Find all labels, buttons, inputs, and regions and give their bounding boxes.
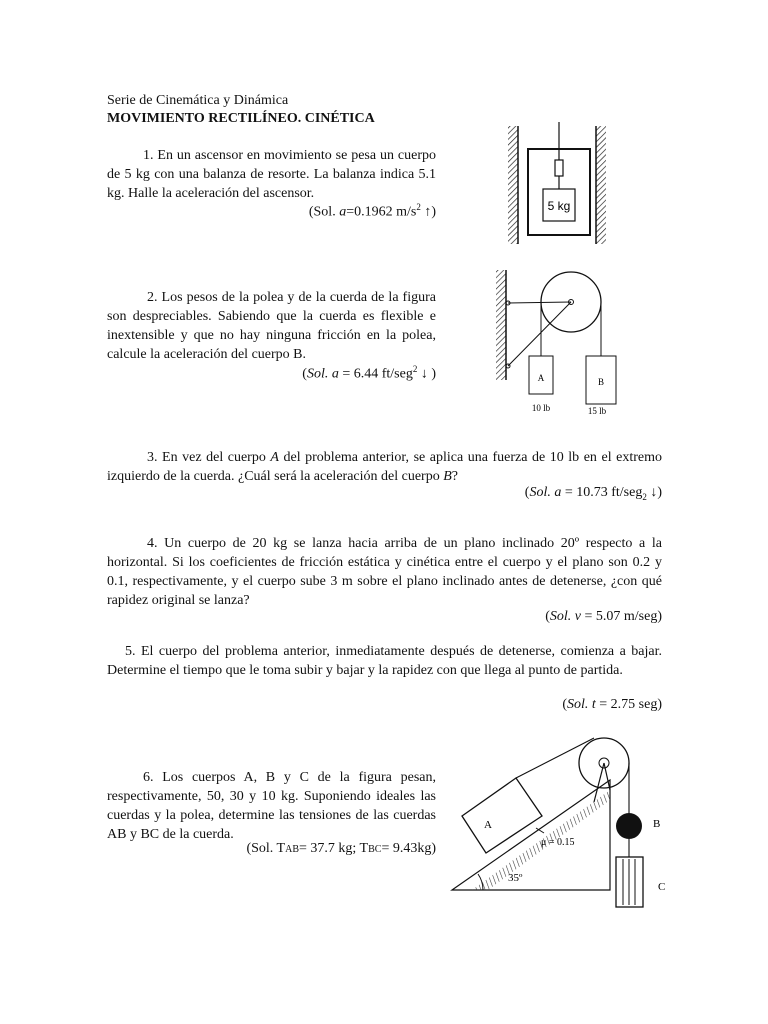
problem-text: ?	[451, 469, 458, 484]
sol-text: = 37.7 kg; T	[299, 841, 369, 856]
problem-text: Los pesos de la polea y de la cuerda de la figura son despreciables. Sabiendo que la cuerda es flexible e inextensible y que no hay ninguna fricción en la polea, calcule la aceleración del cuerpo B.	[107, 290, 436, 362]
sol-sup: 2	[412, 364, 418, 374]
problem-number: 6.	[143, 770, 154, 785]
mass-label: 5 kg	[547, 199, 571, 213]
series-title: Serie de Cinemática y Dinámica	[107, 93, 289, 108]
sol-suffix: ↓)	[646, 485, 662, 500]
problem-text: El cuerpo del problema anterior, inmediatamente después de detenerse, comienza a bajar. Determine el tiempo que le toma subir y bajar y la rapidez con que llega al punto de partida.	[107, 644, 663, 678]
problem-text: Un cuerpo de 20 kg se lanza hacia arriba de un plano inclinado 20º respecto a la horizontal. Si los coeficientes de fricción estática y cinética entre el cuerpo y el plano son 0.2 y 0.1, respectivamente, y el cuerpo sube 3 m sobre el plano inclinado antes de detenerse, ¿con qué rapidez original se lanza?	[107, 536, 663, 608]
spring-scale	[555, 160, 563, 176]
incline-plane	[452, 780, 610, 890]
label-b: B	[597, 377, 605, 387]
problem-6	[107, 768, 436, 844]
solution-5	[107, 696, 662, 714]
problem-var: A	[270, 450, 279, 465]
sol-value: = 2.75 seg)	[595, 697, 662, 712]
sol-text: = 9.43kg)	[381, 841, 436, 856]
solution-3	[107, 484, 662, 506]
problem-2	[107, 288, 436, 364]
elevator-cabin	[528, 149, 590, 235]
solution-2	[107, 360, 436, 384]
sol-var: Sol. a	[306, 366, 339, 382]
sol-var: Sol. a	[529, 485, 562, 500]
incline-figure	[448, 730, 673, 915]
problem-number: 5.	[125, 644, 136, 659]
problem-number: 4.	[147, 536, 158, 551]
sol-text: (Sol. T	[246, 841, 286, 856]
problem-text: del problema anterior, se aplica una fuerza de 10 lb en el extremo izquierdo de la cuerda. ¿Cuál será la aceleración del cuerpo	[107, 450, 662, 484]
problem-5	[107, 642, 662, 680]
sol-suffix: ↓ )	[417, 366, 436, 382]
sol-sup: 2	[416, 202, 421, 212]
sol-prefix: (	[545, 609, 550, 624]
label-c: C	[658, 881, 666, 893]
sol-suffix: )	[657, 609, 662, 624]
problem-4	[107, 534, 662, 610]
problem-3	[107, 448, 662, 486]
sol-prefix: (	[524, 485, 530, 500]
mu-label: μ = 0.15	[541, 837, 575, 848]
problem-number: 2.	[147, 290, 158, 305]
pulley-figure	[496, 266, 626, 418]
problem-number: 1.	[143, 148, 154, 163]
sol-sub: 2	[642, 491, 647, 502]
solution-1	[107, 198, 436, 222]
weight-a: 10 lb	[531, 403, 551, 413]
weight-b: 15 lb	[587, 406, 607, 416]
problem-text: En un ascensor en movimiento se pesa un cuerpo de 5 kg con una balanza de resorte. La balanza indica 5.1 kg. Halle la aceleración del ascensor.	[107, 148, 436, 201]
sol-var: a	[339, 204, 347, 220]
sol-value: = 10.73 ft/seg	[561, 485, 643, 500]
sol-sub: BC	[368, 844, 382, 855]
solution-4	[107, 608, 662, 626]
wall-hatch	[496, 270, 506, 380]
label-a: A	[537, 373, 545, 383]
problem-text: En vez del cuerpo	[162, 450, 271, 465]
elevator-figure	[508, 122, 628, 247]
page-title: MOVIMIENTO RECTILÍNEO. CINÉTICA	[107, 111, 375, 126]
ball-b	[616, 813, 642, 839]
problem-number: 3.	[147, 450, 158, 465]
problem-text: Los cuerpos A, B y C de la figura pesan, respectivamente, 50, 30 y 10 kg. Suponiendo ideales las cuerdas y la polea, determine las tensiones de las cuerdas AB y BC de la cuerda.	[107, 770, 436, 842]
sol-value: = 6.44 ft/seg	[338, 366, 413, 382]
sol-suffix: ↑)	[420, 204, 436, 220]
sol-prefix: (Sol.	[308, 204, 340, 220]
sol-var: Sol. t	[566, 697, 596, 712]
right-wall-hatch	[596, 126, 606, 244]
sol-value: =0.1962 m/s	[346, 204, 417, 220]
left-wall-hatch	[508, 126, 518, 244]
sol-sub: AB	[285, 844, 299, 855]
problem-var: B	[443, 469, 452, 484]
sol-prefix: (	[302, 366, 307, 382]
problem-1	[107, 146, 436, 203]
sol-prefix: (	[562, 697, 567, 712]
sol-value: = 5.07 m/seg	[580, 609, 658, 624]
solution-6	[107, 840, 436, 859]
label-b: B	[653, 818, 661, 830]
angle-label: 35º	[508, 872, 523, 884]
block-a	[462, 778, 542, 853]
sol-var: Sol. v	[549, 609, 581, 624]
label-a: A	[484, 819, 492, 831]
